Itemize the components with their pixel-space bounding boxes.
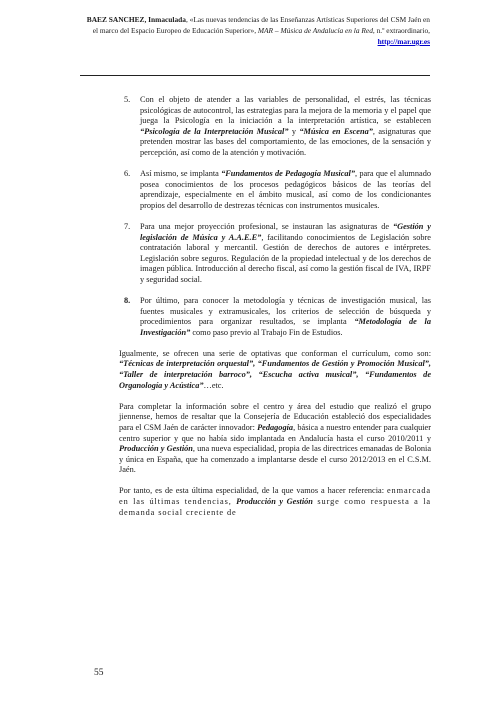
list-text: como paso previo al Trabajo Fin de Estudios. (190, 327, 343, 337)
paragraph-text: , una nueva especialidad, propia de las directrices emanadas de Bolonia y única en España, que ha comenzado a implantarse desde el curso 2012/2013 en el C.S.M. Jaén. (119, 444, 432, 475)
paragraph-text: Igualmente, se ofrecen una serie de optativas que conforman el currículum, como son: (119, 348, 431, 358)
list-number: 7. (124, 221, 131, 231)
specialty-name: Producción y Gestión (236, 497, 313, 506)
spaced-text: surge como respuesta a la demanda social creciente de (119, 497, 431, 517)
header-issue: , n.º extraordinario, (372, 26, 430, 35)
list-text: , asignaturas que pretenden mostrar las bases del comportamiento, de las emociones, de la sensación y percepción, así como de la atención y motivación. (140, 126, 431, 157)
paragraph-produccion (119, 486, 431, 518)
list-text: y (288, 126, 300, 136)
list-text: , facilitando conocimientos de Legislación sobre contratación laboral y mercantil. Gestión de derechos de autores e intérpretes. Legislación sobre seguros. Regulación de la propiedad intelectual y de los derechos de imagen pública. Introducción al derecho fiscal, así como la gestión fiscal de IVA, IRPF y seguridad social. (140, 232, 431, 284)
course-list: “Técnicas de interpretación orquestal”, “Fundamentos de Gestión y Promoción Musical”, “Taller de interpretación barroco”, “Escucha activa musical”, “Fundamentos de Organología y Acústica” (119, 359, 431, 390)
page-body (119, 95, 431, 529)
list-text: Para una mejor proyección profesional, se instauran las asignaturas de (140, 221, 393, 231)
paragraph-text: Para completar la información sobre el centro y área del estudio que realizó el grupo jiennense, hemos de resaltar que la Consejería de Educación estableció dos especialidades para el CSM Jaén de carácter innovador: (119, 401, 431, 432)
list-number: 8. (124, 296, 131, 305)
list-text: Así mismo, se implanta (140, 169, 222, 179)
list-item-7 (119, 222, 431, 286)
list-item-6 (119, 169, 431, 211)
header-url-link[interactable]: http://mar.ugr.es (377, 37, 430, 46)
header-journal: MAR – Música de Andalucía en la Red (257, 26, 373, 35)
list-text: Con el objeto de atender a las variables de personalidad, el estrés, las técnicas psicológicas de autocontrol, las estrategias para la mejora de la memoria y el papel que juega la Psicología en la iniciación a la interpretación artística, se establecen (140, 95, 431, 126)
specialty-name: Pedagogía (257, 422, 294, 432)
course-name: “Psicología de la Interpretación Musical” (140, 126, 289, 136)
list-number: 6. (124, 169, 131, 179)
header-author: BAEZ SANCHEZ, Inmaculada (86, 15, 186, 24)
list-number: 5. (124, 95, 131, 104)
paragraph-especialidades (119, 402, 431, 476)
course-name: “Metodología de la Investigación” (140, 317, 431, 337)
header-title: , «Las nuevas tendencias de las Enseñanzas Artísticas Superiores del CSM Jaén en el marco del Espacio Europeo de Educación Superior», (92, 15, 430, 35)
course-name: “Gestión y legislación de Música y A.A.E.E” (140, 221, 431, 242)
list-item-8 (119, 296, 431, 338)
course-name: “Música en Escena” (299, 126, 373, 136)
course-name: “Fundamentos de Pedagogía Musical” (221, 169, 356, 179)
header-rule (80, 75, 430, 76)
paragraph-text: , básica a nuestro entender para cualquier centro superior y que no había sido implantada en Andalucía hasta el curso 2010/2011 y (119, 422, 432, 443)
specialty-name: Producción y Gestión (119, 444, 193, 454)
list-item-5 (119, 95, 431, 159)
paragraph-optativas (119, 349, 431, 391)
list-text: , para que el alumnado posea conocimientos de los procesos pedagógicos básicos de las teorías del aprendizaje, especialmente en el ámbito musical, así como de los condicionantes propios del desarrollo de destrezas técnicas con instrumentos musicales. (140, 169, 431, 210)
paragraph-text: …etc. (203, 380, 224, 390)
spaced-text: enmarcada en las últimas tendencias, (119, 486, 431, 506)
running-header (80, 14, 430, 47)
list-text: Por último, para conocer la metodología y técnicas de investigación musical, las fuentes musicales y extramusicales, los criterios de selección de búsqueda y procedimientos para organizar resultados, se implanta (140, 296, 431, 327)
paragraph-text: Por tanto, es de esta última especialidad, de la que vamos a hacer referencia: (119, 486, 387, 496)
page-number: 55 (94, 668, 104, 678)
